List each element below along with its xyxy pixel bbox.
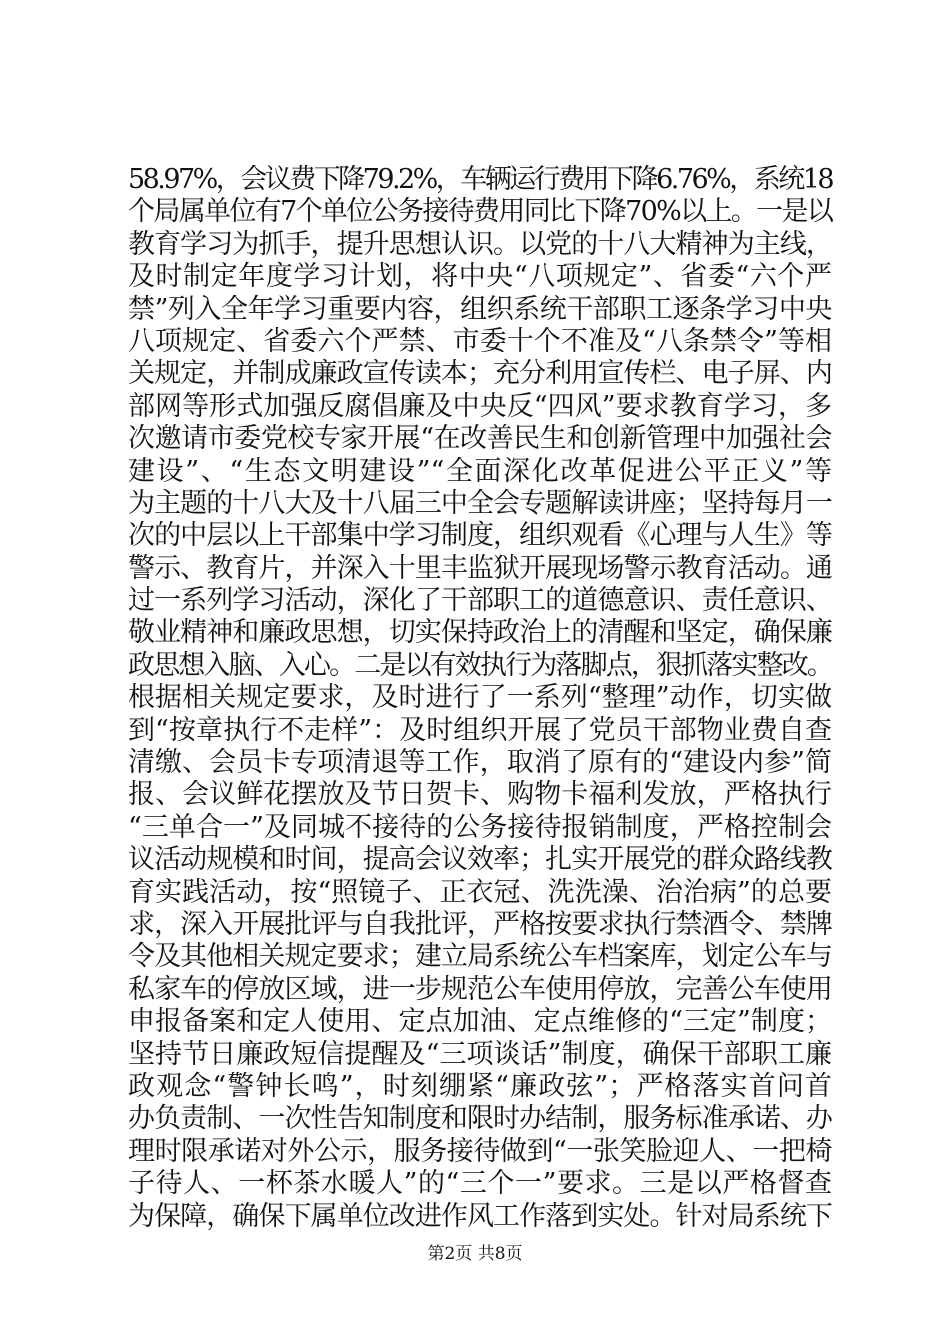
text-line: 部网等形式加强反腐倡廉及中央反“四风”要求教育学习，多 <box>128 390 832 422</box>
text-line: 政观念“警钟长鸣”，时刻绷紧“廉政弦”；严格落实首问首 <box>128 1070 832 1102</box>
text-line: 八项规定、省委六个严禁、市委十个不准及“八条禁令”等相 <box>128 325 832 357</box>
text-line: 政思想入脑、入心。二是以有效执行为落脚点，狠抓落实整改。 <box>128 649 832 681</box>
text-line: 清缴、会员卡专项清退等工作，取消了原有的“建设内参”简 <box>128 747 832 779</box>
text-line: “三单合一”及同城不接待的公务接待报销制度，严格控制会 <box>128 811 832 843</box>
text-line: 报、会议鲜花摆放及节日贺卡、购物卡福利发放，严格执行 <box>128 779 832 811</box>
text-line: 敬业精神和廉政思想，切实保持政治上的清醒和坚定，确保廉 <box>128 617 832 649</box>
text-line: 次邀请市委党校专家开展“在改善民生和创新管理中加强社会 <box>128 423 832 455</box>
text-line: 根据相关规定要求，及时进行了一系列“整理”动作，切实做 <box>128 682 832 714</box>
text-line: 到“按章执行不走样”：及时组织开展了党员干部物业费自查 <box>128 714 832 746</box>
text-line: 办负责制、一次性告知制度和限时办结制，服务标准承诺、办 <box>128 1103 832 1135</box>
text-line: 为保障，确保下属单位改进作风工作落到实处。针对局系统下 <box>128 1200 832 1232</box>
text-line: 及时制定年度学习计划，将中央“八项规定”、省委“六个严 <box>128 261 832 293</box>
text-line: 教育学习为抓手，提升思想认识。以党的十八大精神为主线， <box>128 228 832 260</box>
text-line: 私家车的停放区域，进一步规范公车使用停放，完善公车使用 <box>128 973 832 1005</box>
text-line: 过一系列学习活动，深化了干部职工的道德意识、责任意识、 <box>128 585 832 617</box>
text-line: 求，深入开展批评与自我批评，严格按要求执行禁酒令、禁牌 <box>128 908 832 940</box>
text-line: 令及其他相关规定要求；建立局系统公车档案库，划定公车与 <box>128 941 832 973</box>
text-line: 个局属单位有7个单位公务接待费用同比下降70%以上。一是以 <box>128 196 833 228</box>
text-line: 议活动规模和时间，提高会议效率；扎实开展党的群众路线教 <box>128 844 832 876</box>
text-line: 申报备案和定人使用、定点加油、定点维修的“三定”制度； <box>128 1006 832 1038</box>
text-line: 为主题的十八大及十八届三中全会专题解读讲座；坚持每月一 <box>128 487 832 519</box>
text-line: 关规定，并制成廉政宣传读本；充分利用宣传栏、电子屏、内 <box>128 358 832 390</box>
text-line: 建设”、“生态文明建设”“全面深化改革促进公平正义”等 <box>128 455 832 487</box>
text-line: 禁”列入全年学习重要内容，组织系统干部职工逐条学习中央 <box>128 293 832 325</box>
text-line: 58.97%，会议费下降79.2%，车辆运行费用下降6.76%，系统18 <box>128 164 832 195</box>
text-line: 育实践活动，按“照镜子、正衣冠、洗洗澡、治治病”的总要 <box>128 876 832 908</box>
page-footer: 第2页 共8页 <box>427 1244 523 1264</box>
text-line: 理时限承诺对外公示，服务接待做到“一张笑脸迎人、一把椅 <box>128 1135 832 1167</box>
text-line: 子待人、一杯茶水暖人”的“三个一”要求。三是以严格督查 <box>128 1168 832 1200</box>
text-line: 坚持节日廉政短信提醒及“三项谈话”制度，确保干部职工廉 <box>128 1038 832 1070</box>
text-line: 次的中层以上干部集中学习制度，组织观看《心理与人生》等 <box>128 520 832 552</box>
text-line: 警示、教育片，并深入十里丰监狱开展现场警示教育活动。通 <box>128 552 832 584</box>
body-text <box>128 164 832 1233</box>
